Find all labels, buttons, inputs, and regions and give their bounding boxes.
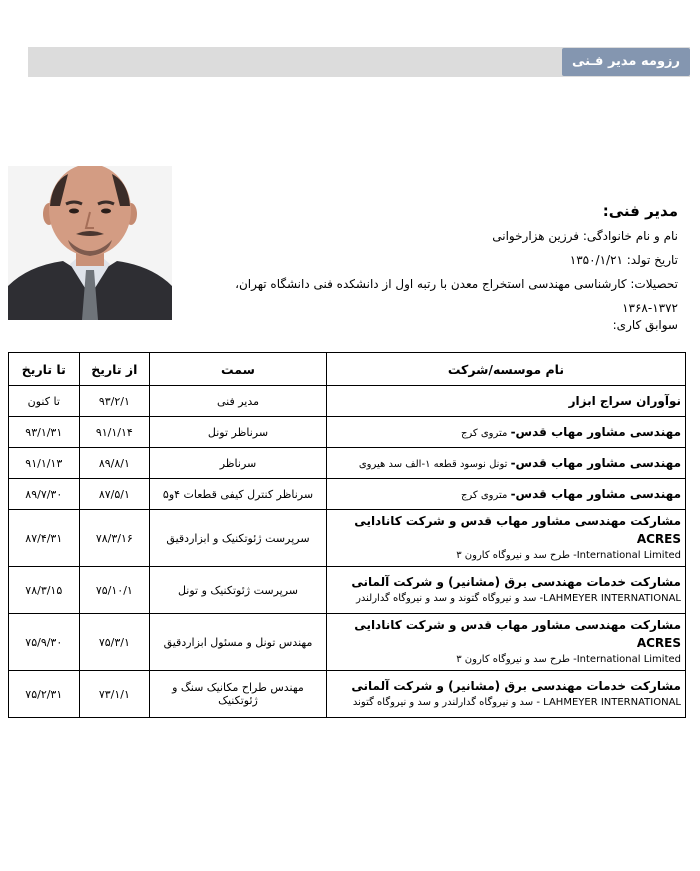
from-date: ۹۳/۲/۱: [79, 386, 150, 417]
company-name: مشارکت خدمات مهندسی برق (مشانیر) و شرکت آلمانی: [351, 679, 681, 693]
company-cell: [326, 567, 685, 614]
table-row: [9, 671, 686, 718]
table-row: [9, 567, 686, 614]
to-date: ۷۵/۲/۳۱: [9, 671, 80, 718]
to-date: تا کنون: [9, 386, 80, 417]
from-date: ۸۹/۸/۱: [79, 448, 150, 479]
position-cell: سرپرست ژئوتکنیک و تونل: [150, 567, 327, 614]
company-name: نوآوران سراج ابزار: [568, 394, 681, 408]
company-project: متروی کرج: [460, 489, 511, 501]
header-bar: [28, 47, 690, 77]
header-from: از تاریخ: [79, 353, 150, 386]
to-date: ۷۵/۹/۳۰: [9, 614, 80, 671]
company-cell: [326, 510, 685, 567]
company-project: LAHMEYER INTERNATIONAL - سد و نیروگاه گدارلندر و سد و نیروگاه گتوند: [352, 697, 681, 708]
to-date: ۸۷/۴/۳۱: [9, 510, 80, 567]
company-cell: [326, 614, 685, 671]
from-date: ۷۳/۱/۱: [79, 671, 150, 718]
to-date: ۸۹/۷/۳۰: [9, 479, 80, 510]
company-cell: [326, 671, 685, 718]
position-cell: مهندس طراح مکانیک سنگ و ژئوتکنیک: [150, 671, 327, 718]
from-date: ۸۷/۵/۱: [79, 479, 150, 510]
company-cell: [326, 417, 685, 448]
position-cell: سرناظر کنترل کیفی قطعات ۴و۵: [150, 479, 327, 510]
position-cell: سرناظر تونل: [150, 417, 327, 448]
to-date: ۹۳/۱/۳۱: [9, 417, 80, 448]
full-name: نام و نام خانوادگی: فرزین هزارخوانی: [492, 229, 678, 243]
table-row: [9, 448, 686, 479]
profile-info: [208, 198, 678, 320]
company-project: تونل نوسود قطعه ۱-الف سد هیروی: [358, 458, 511, 470]
company-cell: [326, 448, 685, 479]
to-date: ۹۱/۱/۱۳: [9, 448, 80, 479]
company-name: مهندسی مشاور مهاب قدس-: [510, 486, 681, 501]
table-row: [9, 614, 686, 671]
company-name: مشارکت خدمات مهندسی برق (مشانیر) و شرکت آلمانی: [351, 575, 681, 589]
profile-photo: [8, 166, 172, 320]
from-date: ۷۵/۱۰/۱: [79, 567, 150, 614]
company-name: مهندسی مشاور مهاب قدس-: [510, 455, 681, 470]
header-title: رزومه مدیر فـنی: [562, 48, 690, 76]
company-cell: [326, 479, 685, 510]
from-date: ۹۱/۱/۱۴: [79, 417, 150, 448]
table-row: [9, 417, 686, 448]
table-row: [9, 386, 686, 417]
to-date: ۷۸/۳/۱۵: [9, 567, 80, 614]
table-row: [9, 510, 686, 567]
company-name: مهندسی مشاور مهاب قدس-: [510, 424, 681, 439]
company-project: International Limited- طرح سد و نیروگاه کارون ۳: [456, 550, 681, 561]
header-to: تا تاریخ: [9, 353, 80, 386]
table-header-row: [9, 353, 686, 386]
from-date: ۷۵/۳/۱: [79, 614, 150, 671]
company-project: LAHMEYER INTERNATIONAL- سد و نیروگاه گتوند و سد و نیروگاه گدارلندر: [356, 593, 681, 604]
company-project: International Limited- طرح سد و نیروگاه کارون ۳: [456, 654, 681, 665]
table-row: [9, 479, 686, 510]
company-project: متروی کرج: [460, 427, 511, 439]
company-cell: [326, 386, 685, 417]
position-cell: سرناظر: [150, 448, 327, 479]
work-history-table: [8, 352, 686, 718]
from-date: ۷۸/۳/۱۶: [79, 510, 150, 567]
position-cell: مدیر فنی: [150, 386, 327, 417]
work-history-title: سوابق کاری:: [612, 318, 678, 332]
portrait-image: [8, 166, 172, 320]
header-company: نام موسسه/شرکت: [326, 353, 685, 386]
company-name: مشارکت مهندسی مشاور مهاب قدس و شرکت کانادایی ACRES: [354, 514, 681, 546]
position-cell: مهندس تونل و مسئول ابزاردقیق: [150, 614, 327, 671]
role-title: مدیر فنی:: [602, 202, 678, 220]
position-cell: سرپرست ژئوتکنیک و ابزاردقیق: [150, 510, 327, 567]
company-name: مشارکت مهندسی مشاور مهاب قدس و شرکت کانادایی ACRES: [354, 618, 681, 650]
header-position: سمت: [150, 353, 327, 386]
birth-date: تاریخ تولد: ۱۳۵۰/۱/۲۱: [569, 253, 678, 267]
education: تحصیلات: کارشناسی مهندسی استخراج معدن با رتبه اول از دانشکده فنی دانشگاه تهران، ۱۳۷۲-۱۳۶۸: [235, 277, 678, 315]
